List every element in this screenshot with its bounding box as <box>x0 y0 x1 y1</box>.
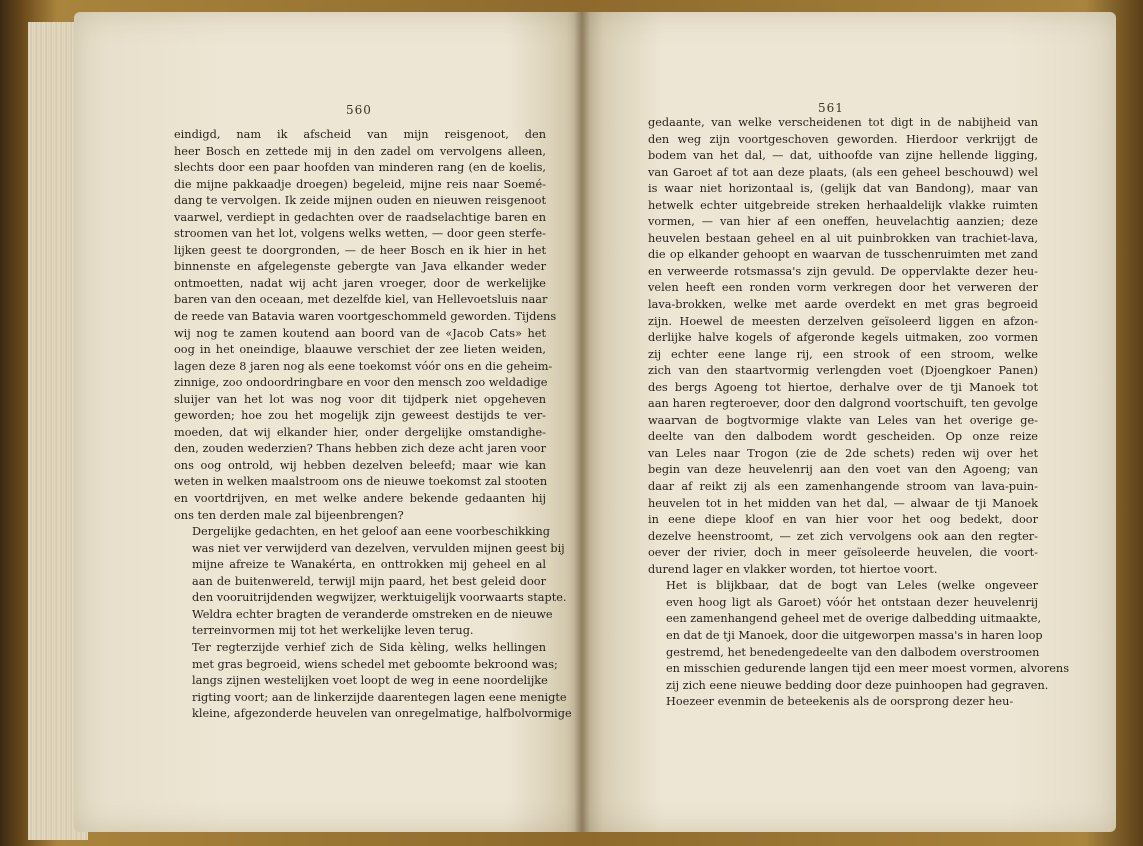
text-line: den vooruitrijdenden wegwijzer, werktuigelijk voorwaarts stapte. <box>192 591 567 605</box>
text-line: Ter regterzijde verhief zich de Sida kèling, welks hellingen <box>192 640 546 654</box>
text-line: de reede van Batavia waren voortgeschommeld geworden. Tijdens <box>174 310 557 324</box>
text-line: vormen, — van hier af een oneffen, heuvelachtig aanzien; deze <box>648 215 1038 229</box>
book-gutter <box>574 12 590 832</box>
text-line: en misschien gedurende langen tijd een meer moest vormen, alvorens <box>666 662 1069 676</box>
text-line: heer Bosch en zettede mij in den zadel om vervolgens alleen, <box>174 144 546 158</box>
text-line: ons oog ontrold, wij hebben dezelven beleefd; maar wie kan <box>174 458 546 472</box>
text-line: weten in welken maalstroom ons de nieuwe toekomst zal stooten <box>174 475 548 489</box>
text-line: hetwelk echter uitgebreide streken herhaaldelijk vlakke ruimten <box>648 198 1038 212</box>
text-line: Weldra echter bragten de veranderde omstreken en de nieuwe <box>192 607 553 621</box>
text-line: dang te vervolgen. Ik zeide mijnen ouden en nieuwen reisgenoot <box>174 194 546 208</box>
text-line: gedaante, van welke verscheidenen tot digt in de nabijheid van <box>648 116 1038 129</box>
text-line: geworden; hoe zou het mogelijk zijn geweest destijds te ver- <box>174 409 546 423</box>
text-line: bodem van het dal, — dat, uithoofde van zijne hellende ligging, <box>648 149 1038 163</box>
right-page-number: 561 <box>818 101 844 115</box>
text-line: van Garoet af tot aan deze plaats, (als een geheel beschouwd) wel <box>648 165 1038 179</box>
text-line: oog in het oneindige, blaauwe verschiet der zee lieten weiden, <box>174 343 546 357</box>
text-line: en voortdrijven, en met welke andere bekende gedaanten hij <box>174 492 546 506</box>
text-line: begin van deze heuvelenrij aan den voet van den Agoeng; van <box>648 463 1038 477</box>
text-line: lagen deze 8 jaren nog als eene toekomst vóór ons en die geheim- <box>174 359 553 373</box>
text-line: die op elkander gehoopt en waarvan de tusschenruimten met zand <box>648 248 1038 262</box>
text-line: terreinvormen mij tot het werkelijke leven terug. <box>192 624 474 638</box>
text-line: oever der rivier, doch in meer geïsoleerde heuvelen, die voort- <box>648 546 1038 560</box>
text-line: van Leles naar Trogon (zie de 2de schets) reden wij over het <box>648 446 1038 460</box>
text-line: even hoog ligt als Garoet) vóór het ontstaan dezer heuvelenrij <box>666 595 1038 609</box>
paragraph <box>648 694 1038 711</box>
right-page-text <box>648 115 1069 711</box>
text-line: is waar niet horizontaal is, (gelijk dat van Bandong), maar van <box>648 182 1038 196</box>
text-line: gestremd, het benedengedeelte van den dalbodem overstroomen <box>666 645 1040 659</box>
text-line: wij nog te zamen koutend aan boord van de «Jacob Cats» het <box>174 326 546 340</box>
text-line: aan haren regteroever, door den dalgrond voortschuift, ten gevolge <box>648 397 1038 411</box>
text-line: kleine, afgezonderde heuvelen van onregelmatige, halfbolvormige <box>192 707 572 721</box>
text-line: derlijke halve kogels of afgeronde kegels uitmaken, zoo vormen <box>648 331 1038 345</box>
text-line: moeden, dat wij elkander hier, onder dergelijke omstandighe- <box>174 425 546 439</box>
text-line: zich van den staartvormig verlengden voet (Djoengkoer Panen) <box>648 364 1038 378</box>
text-line: Het is blijkbaar, dat de bogt van Leles (welke ongeveer <box>666 579 1038 593</box>
text-line: Dergelijke gedachten, en het geloof aan eene voorbeschikking <box>192 525 551 539</box>
paragraph <box>174 524 567 640</box>
left-page-text <box>174 127 572 723</box>
text-line: rigting voort; aan de linkerzijde daarentegen lagen eene menigte <box>192 690 567 704</box>
text-line: des bergs Agoeng tot hiertoe, derhalve over de tji Manoek tot <box>648 380 1038 394</box>
text-line: lijken geest te doorgronden, — de heer Bosch en ik hier in het <box>174 243 546 257</box>
text-line: sluijer van het lot was nog voor dit tijdperk niet opgeheven <box>174 392 546 406</box>
text-line: en verweerde rotsmassa's zijn gevuld. De oppervlakte dezer heu- <box>648 264 1038 278</box>
paragraph <box>174 127 557 524</box>
text-line: aan de buitenwereld, terwijl mijn paard, het best geleid door <box>192 574 546 588</box>
text-line: binnenste en afgelegenste gebergte van Java elkander weder <box>174 260 546 274</box>
text-line: eindigd, nam ik afscheid van mijn reisgenoot, den <box>174 128 546 141</box>
text-line: was niet ver verwijderd van dezelven, vervulden mijnen geest bij <box>192 541 565 555</box>
paragraph <box>648 578 1069 694</box>
text-line: langs zijnen westelijken voet loopt de weg in eene noordelijke <box>192 674 548 688</box>
text-line: slechts door een paar hoofden van minderen rang (en de koelis, <box>174 161 546 175</box>
text-line: zij zich eene nieuwe bedding door deze puinhoopen had gegraven. <box>666 678 1049 692</box>
text-line: heuvelen tot in het midden van het dal, — alwaar de tji Manoek <box>648 496 1038 510</box>
text-line: en dat de tji Manoek, door die uitgeworpen massa's in haren loop <box>666 628 1043 642</box>
text-line: waarvan de bogtvormige vlakte van Leles van het overige ge- <box>648 413 1038 427</box>
paragraph <box>174 640 572 723</box>
text-line: dezelve heenstroomt, — zet zich vervolgens ook aan den regter- <box>648 529 1038 543</box>
text-line: den weg zijn voortgeschoven geworden. Hierdoor verkrijgt de <box>648 132 1038 146</box>
text-line: zij echter eene lange rij, een strook of een stroom, welke <box>648 347 1038 361</box>
text-line: een zamenhangend geheel met de overige dalbedding uitmaakte, <box>666 612 1042 626</box>
text-line: ontmoetten, nadat wij acht jaren vroeger, door de werkelijke <box>174 276 546 290</box>
text-line: durend lager en vlakker worden, tot hiertoe voort. <box>648 562 938 576</box>
text-line: Hoezeer evenmin de beteekenis als de oorsprong dezer heu- <box>666 695 1014 709</box>
left-page-number: 560 <box>346 103 372 117</box>
text-line: met gras begroeid, wiens schedel met geboomte bekroond was; <box>192 657 558 671</box>
text-line: in eene diepe kloof en van hier voor het oog bedekt, door <box>648 513 1038 527</box>
text-line: mijne afreize te Wanakérta, en onttrokken mij geheel en al <box>192 558 546 572</box>
text-line: heuvelen bestaan geheel en al uit puinbrokken van trachiet-lava, <box>648 231 1038 245</box>
text-line: velen heeft een ronden vorm verkregen door het verweren der <box>648 281 1038 295</box>
text-line: zijn. Hoewel de meesten derzelven geïsoleerd liggen en afzon- <box>648 314 1038 328</box>
text-line: zinnige, zoo ondoordringbare en voor den mensch zoo weldadige <box>174 376 548 390</box>
text-line: baren van den oceaan, met dezelfde kiel, van Hellevoetsluis naar <box>174 293 548 307</box>
text-line: stroomen van het lot, volgens welks wetten, — door geen sterfe- <box>174 227 546 241</box>
text-line: den, zouden wederzien? Thans hebben zich deze acht jaren voor <box>174 442 546 456</box>
text-line: die mijne pakkaadje droegen) begeleid, mijne reis naar Soemé- <box>174 177 546 191</box>
text-line: daar af reikt zij als een zamenhangende stroom van lava-puin- <box>648 480 1038 494</box>
text-line: ons ten derden male zal bijeenbrengen? <box>174 508 404 522</box>
paragraph <box>648 115 1038 578</box>
text-line: vaarwel, verdiept in gedachten over de raadselachtige baren en <box>174 210 546 224</box>
text-line: lava-brokken, welke met aarde overdekt en met gras begroeid <box>648 298 1038 312</box>
text-line: deelte van den dalbodem wordt gescheiden. Op onze reize <box>648 430 1038 444</box>
